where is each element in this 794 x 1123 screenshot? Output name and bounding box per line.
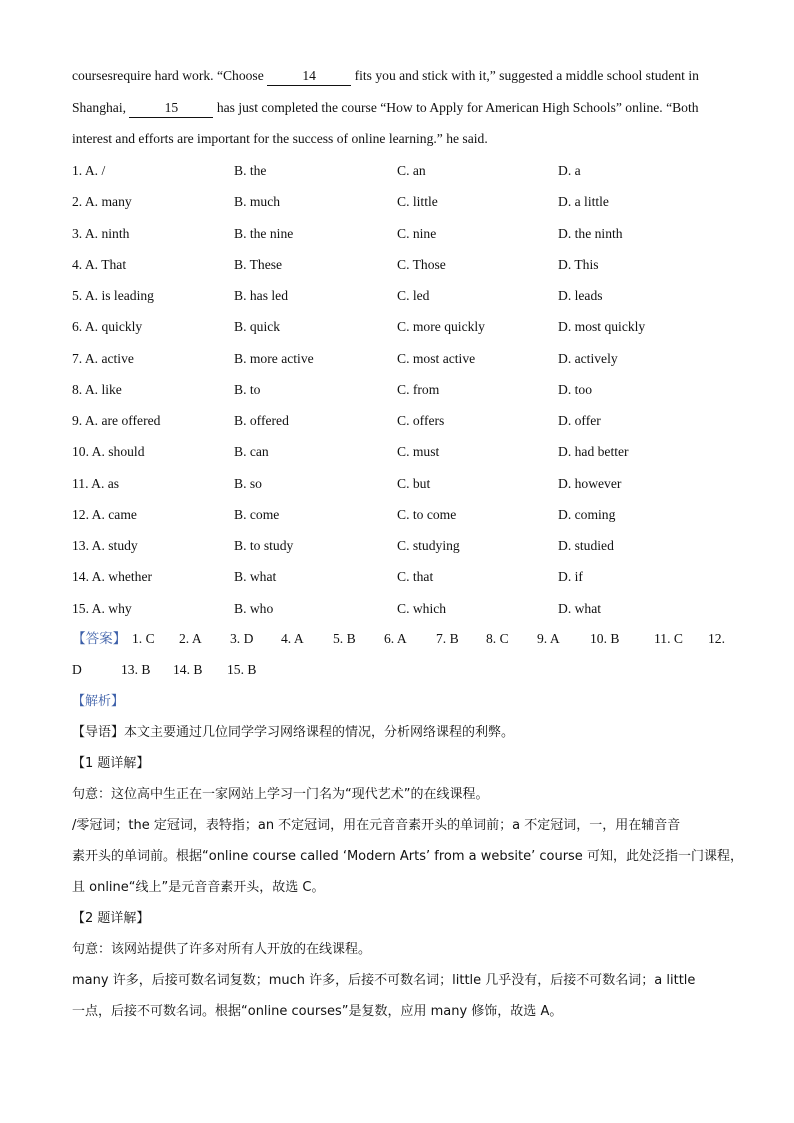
option-choice: C. led: [397, 288, 430, 303]
options-list: [72, 155, 732, 624]
option-choice: C. little: [397, 194, 438, 210]
answer-item: 13. B: [121, 662, 151, 677]
option-choice: B. who: [234, 600, 274, 616]
option-choice: C. from: [397, 381, 440, 397]
q2-explain-2: 一点，后接不可数名词。根据“online courses”是复数，应用 many 修饰，故选 A。: [72, 1004, 563, 1019]
answer-item: 10. B: [590, 631, 620, 646]
answer-item: 9. A: [537, 631, 560, 646]
q2-heading: 【2 题详解】: [72, 911, 150, 926]
option-choice: 13. A. study: [72, 538, 138, 553]
answer-key: [72, 623, 725, 685]
option-choice: B. come: [234, 506, 280, 522]
option-row: [72, 186, 732, 217]
option-row: [72, 436, 732, 467]
option-choice: C. to come: [397, 506, 457, 522]
option-choice: D. had better: [558, 444, 629, 460]
q1-meaning: 句意：这位高中生正在一家网站上学习一门名为“现代艺术”的在线课程。: [72, 787, 489, 802]
answer-item: 6. A: [384, 631, 407, 646]
answer-item: 11. C: [654, 631, 683, 646]
option-choice: D. most quickly: [558, 319, 646, 335]
option-choice: B. what: [234, 569, 277, 585]
option-choice: D. if: [558, 569, 583, 585]
answer-item: 5. B: [333, 631, 356, 646]
option-choice: 3. A. ninth: [72, 225, 130, 241]
q2-meaning: 句意：该网站提供了许多对所有人开放的在线课程。: [72, 942, 372, 957]
option-choice: 11. A. as: [72, 475, 120, 491]
guide-text: 【导语】本文主要通过几位同学学习网络课程的情况，分析网络课程的利弊。: [72, 725, 515, 740]
option-choice: B. quick: [234, 319, 281, 335]
option-choice: B. has led: [234, 288, 288, 303]
option-choice: D. what: [558, 600, 602, 616]
q1-explain-1: /零冠词；the 定冠词，表特指；an 不定冠词，用在元音音素开头的单词前；a 不定冠词，一，用在辅音音: [72, 818, 681, 833]
option-choice: D. the ninth: [558, 225, 623, 241]
option-choice: B. can: [234, 444, 269, 460]
q2-explain-1: many 许多，后接可数名词复数；much 许多，后接不可数名词；little 几乎没有，后接不可数名词；a little: [72, 973, 696, 988]
answer-item: 7. B: [436, 631, 459, 646]
option-choice: C. offers: [397, 413, 445, 428]
option-choice: D. This: [558, 256, 599, 272]
option-choice: C. which: [397, 600, 447, 616]
option-choice: C. most active: [397, 350, 476, 366]
option-choice: B. to: [234, 381, 261, 397]
option-row: [72, 593, 732, 624]
passage-line-3: interest and efforts are important for the success of online learning.” he said.: [72, 131, 488, 146]
answer-item: 14. B: [173, 662, 203, 677]
blank-15: 15: [129, 99, 213, 118]
option-choice: C. an: [397, 163, 426, 178]
option-row: [72, 530, 732, 561]
option-choice: D. offer: [558, 413, 601, 428]
option-choice: D. however: [558, 475, 622, 491]
option-choice: B. offered: [234, 413, 289, 428]
answer-line-2: [72, 654, 722, 685]
option-choice: 15. A. why: [72, 600, 132, 616]
option-choice: B. so: [234, 475, 262, 491]
option-choice: C. studying: [397, 538, 460, 553]
option-choice: D. too: [558, 381, 592, 397]
option-choice: 1. A. /: [72, 163, 106, 178]
option-row: [72, 468, 732, 499]
analysis-section: [72, 686, 743, 1027]
passage-text: [72, 60, 722, 155]
option-choice: B. the nine: [234, 225, 294, 241]
option-choice: C. Those: [397, 256, 446, 272]
option-choice: 12. A. came: [72, 506, 137, 522]
option-choice: B. These: [234, 256, 283, 272]
option-choice: C. that: [397, 569, 434, 585]
q1-explain-3: 且 online“线上”是元音音素开头，故选 C。: [72, 880, 325, 895]
answer-item: 12.: [708, 631, 725, 646]
option-choice: 7. A. active: [72, 350, 134, 366]
answer-item: 15. B: [227, 662, 257, 677]
option-choice: B. to study: [234, 538, 294, 553]
answer-item: 8. C: [486, 631, 509, 646]
q1-heading: 【1 题详解】: [72, 756, 150, 771]
option-row: [72, 155, 732, 186]
option-row: [72, 499, 732, 530]
blank-14: 14: [267, 67, 351, 86]
option-choice: B. more active: [234, 350, 314, 366]
answer-item: 4. A: [281, 631, 304, 646]
option-row: [72, 374, 732, 405]
option-choice: 4. A. That: [72, 256, 127, 272]
answer-item: 2. A: [179, 631, 202, 646]
answer-label: 【答案】: [72, 631, 127, 646]
option-choice: D. actively: [558, 350, 618, 366]
option-row: [72, 343, 732, 374]
option-row: [72, 405, 732, 436]
option-choice: D. leads: [558, 288, 603, 303]
option-choice: 8. A. like: [72, 381, 122, 397]
option-choice: 2. A. many: [72, 194, 132, 210]
option-choice: 14. A. whether: [72, 569, 153, 585]
option-row: [72, 249, 732, 280]
answer-item: 3. D: [230, 631, 254, 646]
option-choice: C. nine: [397, 225, 437, 241]
option-choice: 6. A. quickly: [72, 319, 143, 335]
analysis-heading: 【解析】: [72, 694, 125, 709]
option-choice: 5. A. is leading: [72, 288, 154, 303]
passage-line-2: Shanghai, 15 has just completed the course “How to Apply for American High Schools” online. “Both: [72, 92, 722, 124]
option-choice: D. coming: [558, 506, 616, 522]
answer-line-1: [72, 623, 725, 654]
option-choice: C. must: [397, 444, 440, 460]
option-choice: C. more quickly: [397, 319, 485, 335]
option-row: [72, 280, 732, 311]
option-choice: D. studied: [558, 538, 614, 553]
option-row: [72, 561, 732, 592]
option-choice: D. a little: [558, 194, 609, 210]
option-row: [72, 218, 732, 249]
passage-line-1: coursesrequire hard work. “Choose 14 fits you and stick with it,” suggested a middle school student in: [72, 60, 722, 92]
option-choice: D. a: [558, 163, 581, 178]
option-choice: 10. A. should: [72, 444, 145, 460]
q1-explain-2: 素开头的单词前。根据“online course called ‘Modern Arts’ from a website’ course 可知，此处泛指一门课程，: [72, 849, 743, 864]
option-choice: C. but: [397, 475, 431, 491]
option-choice: B. much: [234, 194, 281, 210]
option-row: [72, 311, 732, 342]
option-choice: 9. A. are offered: [72, 413, 161, 428]
answer-item: D: [72, 662, 82, 677]
answer-item: 1. C: [132, 631, 155, 646]
option-choice: B. the: [234, 163, 267, 178]
